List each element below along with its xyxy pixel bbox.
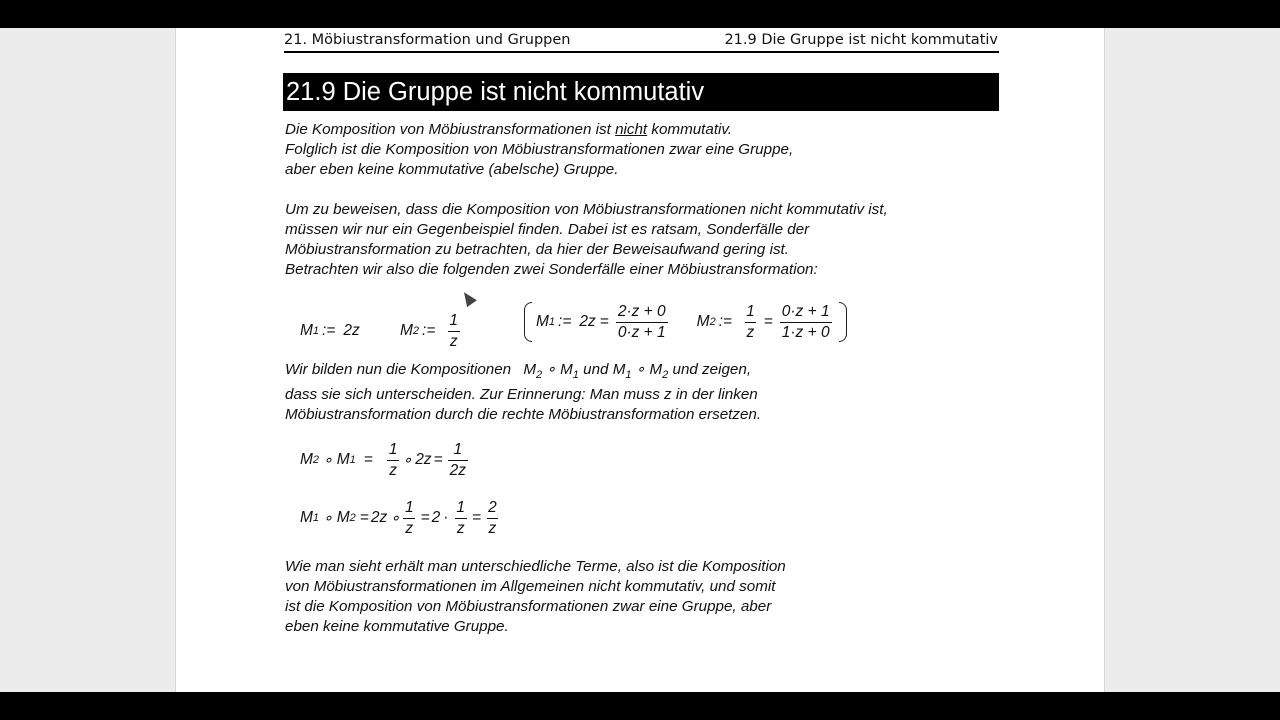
subscript: 1 — [349, 454, 356, 466]
fraction — [448, 441, 468, 480]
fraction — [454, 499, 467, 538]
denominator: z — [746, 323, 755, 341]
denominator: z — [456, 519, 465, 537]
proof-line-3: Möbiustransformation zu betrachten, da hier der Beweisaufwand gering ist. — [285, 241, 789, 258]
numerator: 1 — [388, 440, 398, 458]
definition-m2 — [400, 311, 463, 351]
fraction — [447, 312, 460, 351]
fraction — [780, 303, 832, 342]
composition-operator: ∘ — [323, 451, 333, 469]
text-span: und zeigen, — [672, 361, 752, 378]
composition-operator: ∘ — [390, 509, 400, 527]
subscript: 1 — [572, 369, 579, 382]
symbol-m: M — [536, 313, 549, 330]
symbol-m: M — [649, 361, 663, 378]
proof-line-4: Betrachten wir also die folgenden zwei Sonderfälle einer Möbiustransformation: — [285, 261, 818, 278]
equals-sign: = — [433, 451, 443, 468]
term: 2z — [415, 451, 432, 468]
numerator: 2·z + 0 — [617, 302, 666, 320]
conclusion-line-1: Wie man sieht erhält man unterschiedliche Terme, also ist die Komposition — [285, 558, 786, 575]
calculation-m2-after-m1 — [300, 439, 471, 481]
denominator: z — [389, 461, 398, 479]
assign-operator: := — [322, 322, 336, 339]
equals-sign: = — [599, 313, 609, 330]
subscript: 2 — [709, 316, 716, 328]
document-viewport[interactable] — [0, 28, 1280, 692]
composition-line-3: Möbiustransformation durch die rechte Möbiustransformation ersetzen. — [285, 406, 762, 424]
composition-operator: ∘ — [402, 451, 413, 469]
conclusion-paragraph — [285, 557, 786, 637]
symbol-m: M — [336, 509, 350, 526]
denominator: z — [449, 332, 458, 350]
assign-operator: := — [422, 322, 436, 339]
subscript: 1 — [312, 325, 320, 337]
term: 2z — [370, 509, 388, 526]
equals-sign: = — [363, 451, 373, 468]
symbol-m: M — [300, 451, 313, 468]
assign-operator: := — [558, 313, 572, 330]
right-parenthesis — [839, 302, 847, 342]
definition-m1 — [300, 311, 360, 351]
symbol-m: M — [300, 509, 313, 526]
subscript: 2 — [536, 369, 543, 382]
document-page — [175, 28, 1105, 692]
section-title: 21.9 Die Gruppe ist nicht kommutativ — [283, 73, 999, 111]
composition-paragraph — [285, 360, 761, 425]
conclusion-line-3: ist die Komposition von Möbiustransformationen zwar eine Gruppe, aber — [285, 598, 772, 615]
m1-expression: 2z — [579, 313, 596, 330]
denominator: 0·z + 1 — [617, 323, 666, 341]
subscript: 2 — [349, 512, 356, 524]
multiplication-dot: · — [443, 509, 449, 526]
symbol-m: M — [696, 313, 710, 330]
running-header-section: 21.9 Die Gruppe ist nicht kommutativ — [724, 32, 998, 48]
numerator: 1 — [449, 311, 459, 329]
definition-general-form — [524, 300, 847, 344]
composition-line-1 — [285, 360, 761, 385]
fraction — [486, 499, 499, 538]
conclusion-line-4: eben keine kommutative Gruppe. — [285, 618, 509, 635]
left-parenthesis — [524, 302, 532, 342]
denominator: 1·z + 0 — [781, 323, 830, 341]
intro-line-1 — [285, 120, 793, 140]
symbol-m: M — [560, 361, 573, 378]
intro-paragraph — [285, 120, 793, 180]
equals-sign: = — [472, 509, 482, 526]
fraction — [744, 303, 757, 342]
composition-operator: ∘ — [546, 361, 556, 378]
symbol-m: M — [612, 361, 626, 378]
subscript: 1 — [625, 369, 632, 382]
underlined-word: nicht — [615, 121, 648, 138]
conclusion-line-2: von Möbiustransformationen im Allgemeinen nicht kommutativ, und somit — [285, 578, 776, 595]
running-header-chapter: 21. Möbiustransformation und Gruppen — [284, 32, 571, 48]
composition-line-2: dass sie sich unterscheiden. Zur Erinnerung: Man muss z in der linken — [285, 386, 758, 404]
numerator: 1 — [456, 498, 466, 516]
header-rule — [284, 51, 999, 53]
symbol-m: M — [523, 361, 537, 378]
term: 2 — [431, 509, 441, 526]
numerator: 1 — [453, 440, 463, 458]
subscript: 1 — [548, 316, 556, 328]
text-span: und — [583, 361, 609, 378]
subscript: 1 — [312, 512, 320, 524]
composition-operator: ∘ — [635, 361, 646, 378]
numerator: 0·z + 1 — [781, 302, 830, 320]
denominator: 2z — [449, 461, 466, 479]
numerator: 2 — [488, 498, 497, 516]
subscript: 2 — [312, 454, 320, 466]
fraction — [616, 303, 668, 342]
text-span: Wir bilden nun die Kompositionen — [285, 361, 512, 378]
equals-sign: = — [420, 509, 430, 526]
denominator: z — [488, 519, 497, 537]
proof-intro-paragraph — [285, 200, 888, 280]
equals-sign: = — [763, 313, 773, 330]
intro-line-2: Folglich ist die Komposition von Möbiustransformationen zwar eine Gruppe, — [285, 141, 794, 158]
denominator: z — [405, 519, 414, 537]
subscript: 2 — [662, 369, 669, 382]
fraction — [387, 441, 400, 480]
calculation-m1-after-m2 — [300, 497, 502, 539]
text-span: Die Komposition von Möbiustransformationen ist — [285, 121, 616, 138]
equals-sign: = — [359, 509, 369, 526]
symbol-m: M — [400, 322, 413, 339]
symbol-m: M — [300, 322, 313, 339]
assign-operator: := — [718, 313, 733, 330]
fraction — [403, 499, 416, 538]
composition-operator: ∘ — [323, 509, 333, 527]
intro-line-3: aber eben keine kommutative (abelsche) Gruppe. — [285, 161, 619, 178]
text-span: kommutativ. — [647, 121, 733, 138]
proof-line-1: Um zu beweisen, dass die Komposition von Möbiustransformationen nicht kommutativ ist, — [285, 201, 888, 218]
symbol-m: M — [336, 451, 350, 468]
proof-line-2: müssen wir nur ein Gegenbeispiel finden. Dabei ist es ratsam, Sonderfälle der — [285, 221, 810, 238]
subscript: 2 — [412, 325, 420, 337]
m1-expression: 2z — [343, 322, 360, 339]
numerator: 1 — [746, 302, 755, 320]
numerator: 1 — [404, 498, 414, 516]
